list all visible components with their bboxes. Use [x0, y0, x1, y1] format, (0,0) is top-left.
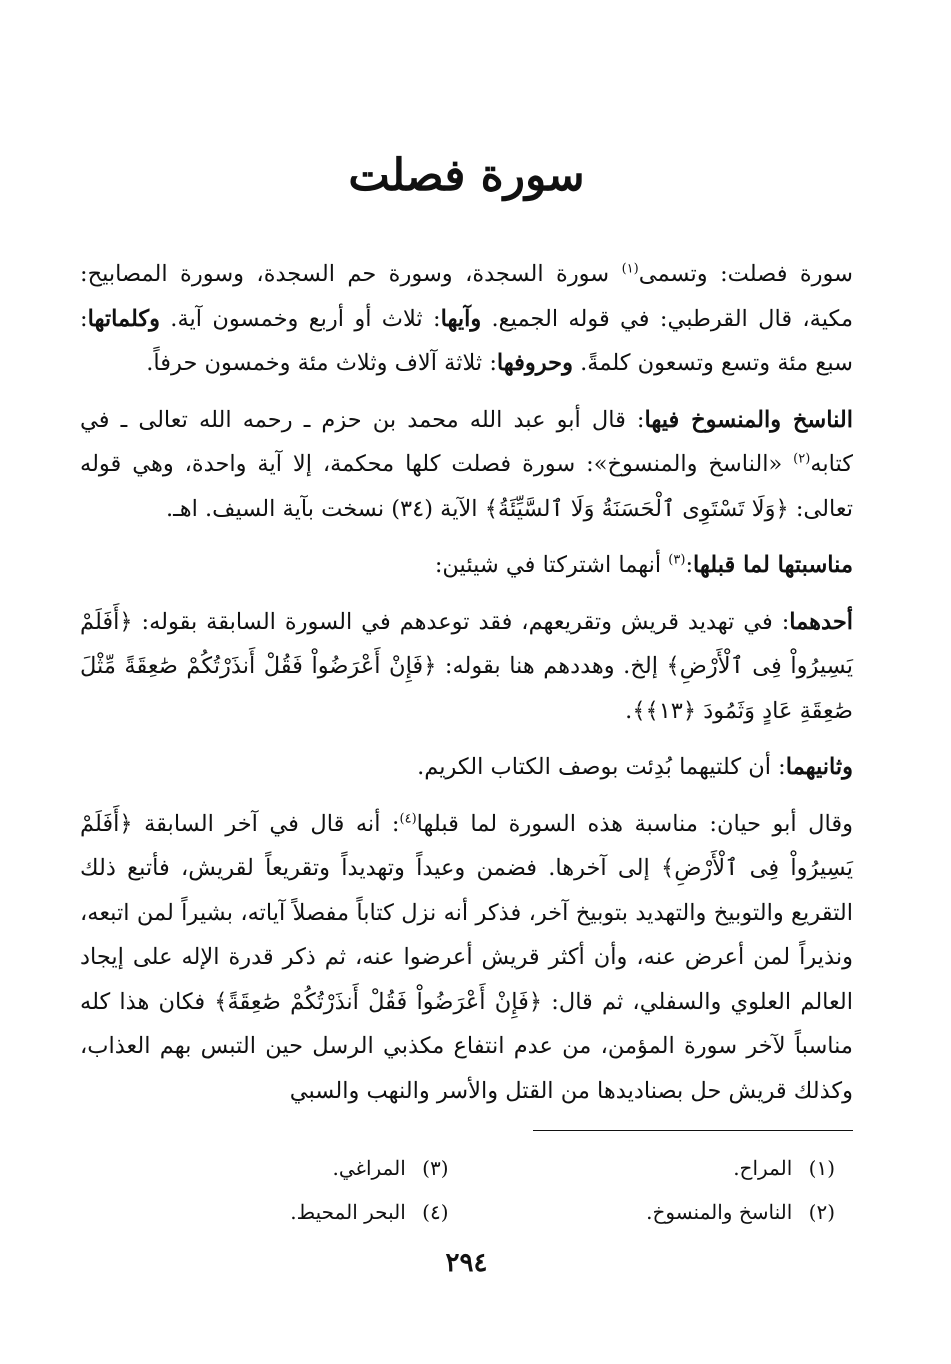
text-run: أنهما اشتركتا في شيئين: — [434, 552, 669, 578]
text-run: : في تهديد قريش وتقريعهم، فقد توعدهم في السورة السابقة بقوله: ﴿أَفَلَمْ يَسِيرُواْ فِى ٱلْأَرْضِ﴾ إلخ. وهددهم هنا بقوله: ﴿فَإِنْ أَعْرَضُواْ فَقُلْ أَنذَرْتُكُمْ صَٰعِقَةً مِّثْلَ صَٰعِقَةِ عَادٍ وَثَمُودَ ﴿١٣﴾﴾. — [80, 608, 853, 724]
footnote — [467, 1200, 854, 1224]
footnote — [467, 1156, 854, 1180]
text-run: سورة فصلت: وتسمى — [638, 261, 853, 287]
text-run: وقال أبو حيان: مناسبة هذه السورة لما قبلها — [416, 810, 853, 837]
footnote-ref: (٣) — [668, 552, 686, 568]
footnote-divider — [533, 1130, 853, 1131]
footnote-ref: (٤) — [399, 811, 417, 826]
footnote — [80, 1156, 467, 1180]
paragraph-first — [80, 600, 853, 734]
bold-heading-text: أحدهما — [789, 608, 853, 635]
surah-title: سورة فصلت — [348, 150, 585, 201]
bold-heading-text: الناسخ والمنسوخ فيها — [644, 406, 854, 433]
text-run: : قال أبو عبد الله محمد بن حزم ـ رحمه الله تعالى ـ في كتابه — [80, 406, 853, 477]
paragraph-second — [80, 745, 853, 790]
footnote-ref: (١) — [621, 261, 639, 277]
text-run: : ثلاثة آلاف وثلاث مئة وخمسون حرفاً. — [146, 350, 497, 376]
text-run: : أنه قال في آخر السابقة ﴿أَفَلَمْ يَسِيرُواْ فِى ٱلْأَرْضِ﴾ إلى آخرها. فضمن وعيداً وتهديداً وتقريعاً لقريش، فأتبع ذلك التقريع والتوبيخ والتهديد بتوبيخ آخر، فذكر أنه نزل كتاباً مفصلاً آياته، بشيراً لمن اتبعه، ونذيراً لمن أعرض عنه، وأن أكثر قريش أعرضوا عنه، ثم ذكر قدرة الإله على إيجاد العالم العلوي والسفلي، ثم قال: ﴿فَإِنْ أَعْرَضُواْ فَقُلْ أَنذَرْتُكُمْ صَٰعِقَةً﴾ فكان هذا كله مناسباً لآخر سورة المؤمن، من عدم انتفاع مكذبي الرسل حين التبس بهم العذاب، وكذلك قريش حل بصناديدها من القتل والأسر والنهب والسبي — [80, 810, 853, 1104]
text-run: : أن كلتيهما بُدِئت بوصف الكتاب الكريم. — [417, 754, 786, 780]
footnote-number: (١) — [808, 1156, 835, 1180]
text-run: : — [685, 552, 694, 578]
footnote-row — [80, 1146, 853, 1190]
paragraph-intro — [80, 252, 853, 386]
footnote-text: الناسخ والمنسوخ. — [646, 1200, 793, 1224]
paragraph-relation — [80, 543, 853, 588]
footnote-number: (٣) — [422, 1156, 449, 1180]
body-text — [80, 252, 853, 1113]
page-number: ٢٩٤ — [445, 1248, 488, 1278]
text-run: : ثلاث أو أربع وخمسون آية. — [159, 305, 441, 332]
bold-heading-text: وكلماتها — [87, 305, 160, 332]
footnote-text: البحر المحيط. — [290, 1200, 406, 1224]
text-run: «الناسخ والمنسوخ»: سورة فصلت كلها محكمة، إلا آية واحدة، وهي قوله تعالى: ﴿وَلَا تَسْتَوِى ٱلْحَسَنَةُ وَلَا ٱلسَّيِّئَةُ﴾ الآية (٣٤) نسخت بآية السيف. اهـ. — [80, 451, 853, 522]
footnote-text: المراغي. — [332, 1156, 406, 1180]
footnote — [80, 1200, 467, 1224]
footnote-row — [80, 1190, 853, 1234]
bold-heading-text: وآيها — [440, 305, 482, 332]
text-run: سورة السجدة، وسورة حم السجدة، وسورة المصابيح: مكية، قال القرطبي: في قوله الجميع. — [80, 261, 854, 332]
bold-heading-text: مناسبتها لما قبلها — [693, 552, 853, 578]
footnote-number: (٢) — [808, 1200, 835, 1224]
footnote-ref: (٢) — [793, 451, 811, 467]
footnote-number: (٤) — [422, 1200, 449, 1224]
paragraph-abu-hayyan — [80, 802, 853, 1114]
paragraph-abrogation — [80, 398, 853, 532]
footnote-text: المراح. — [733, 1156, 793, 1180]
text-run: : سبع مئة وتسع وتسعون كلمةً. — [80, 305, 853, 376]
bold-heading-text: وحروفها — [496, 350, 573, 376]
bold-heading-text: وثانيهما — [785, 754, 853, 780]
footnotes — [80, 1146, 853, 1234]
